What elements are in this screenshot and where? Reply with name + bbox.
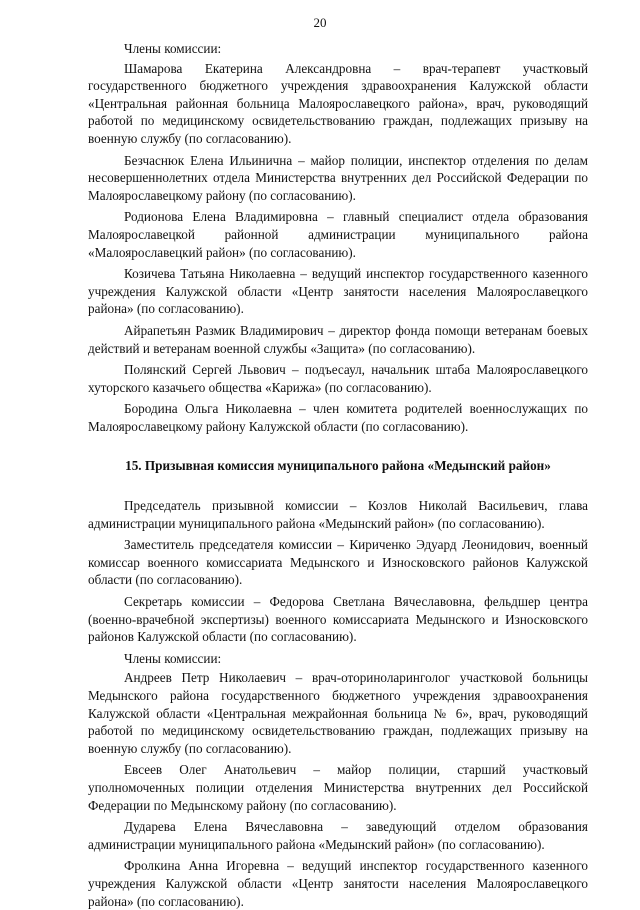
member-paragraph: Айрапетьян Размик Владимирович – директор фонда помощи ветеранам боевых действий и ветеранам военной службы «Защита» (по согласованию). <box>88 322 588 356</box>
deputy-paragraph: Заместитель председателя комиссии – Кириченко Эдуард Леонидович, военный комиссар военного комиссариата Медынского и Износковского районов Калужской области (по согласованию). <box>88 537 588 588</box>
secretary-paragraph: Секретарь комиссии – Федорова Светлана Вячеславовна, фельдшер центра (военно-врачебной экспертизы) военного комиссариата Медынского и Износковского районов Калужской области (по согласованию). <box>88 594 588 645</box>
member-paragraph: Козичева Татьяна Николаевна – ведущий инспектор государственного казенного учреждения Калужской области «Центр занятости населения Малоярославецкого района» (по согласованию). <box>88 266 588 317</box>
member-paragraph: Родионова Елена Владимировна – главный специалист отдела образования Малоярославецкой районной администрации муниципального района «Малоярославецкий район» (по согласованию). <box>88 209 588 260</box>
member-paragraph: Полянский Сергей Львович – подъесаул, начальник штаба Малоярославецкого хуторского казачьего общества «Карижа» (по согласованию). <box>88 362 588 395</box>
member-paragraph: Евсеев Олег Анатольевич – майор полиции, старший участковый уполномоченных полиции отделения Министерства внутренних дел Российской Федерации по Медынскому району (по согласованию). <box>88 762 588 813</box>
members-label: Члены комиссии: <box>124 41 222 56</box>
section-heading: 15. Призывная комиссия муниципального района «Медынский район» <box>125 458 551 474</box>
member-paragraph: Андреев Петр Николаевич – врач-оториноларинголог участковой больницы Медынского района государственного бюджетного учреждения здравоохранения Калужской области «Центральная межрайонная больница № 6», врач, руководящий работой по медицинскому освидетельствованию граждан, подлежащих призыву на военную службу (по согласованию). <box>88 670 588 756</box>
member-paragraph: Фролкина Анна Игоревна – ведущий инспектор государственного казенного учреждения Калужской области «Центр занятости населения Малоярославецкого района» (по согласованию). <box>88 858 588 909</box>
page-number: 20 <box>313 15 327 30</box>
member-paragraph: Дударева Елена Вячеславовна – заведующий отделом образования администрации муниципального района «Медынский район» (по согласованию). <box>88 819 588 852</box>
member-paragraph: Шамарова Екатерина Александровна – врач-терапевт участковый государственного бюджетного учреждения здравоохранения Калужской области «Центральная районная больница Малоярославецкого района», врач, руководящий работой по медицинскому освидетельствованию граждан, подлежащих призыву на военную службу (по согласованию). <box>88 60 588 146</box>
page-content <box>88 0 588 910</box>
members-label: Члены комиссии: <box>124 650 222 666</box>
member-paragraph: Безчаснюк Елена Ильинична – майор полиции, инспектор отделения по делам несовершеннолетних отдела Министерства внутренних дел Российской Федерации по Малоярославецкому району (по согласованию). <box>88 152 588 203</box>
member-paragraph: Бородина Ольга Николаевна – член комитета родителей военнослужащих по Малоярославецкому району Калужской области (по согласованию). <box>88 401 588 434</box>
chairman-paragraph: Председатель призывной комиссии – Козлов Николай Васильевич, глава администрации муниципального района «Медынский район» (по согласованию). <box>88 498 588 531</box>
